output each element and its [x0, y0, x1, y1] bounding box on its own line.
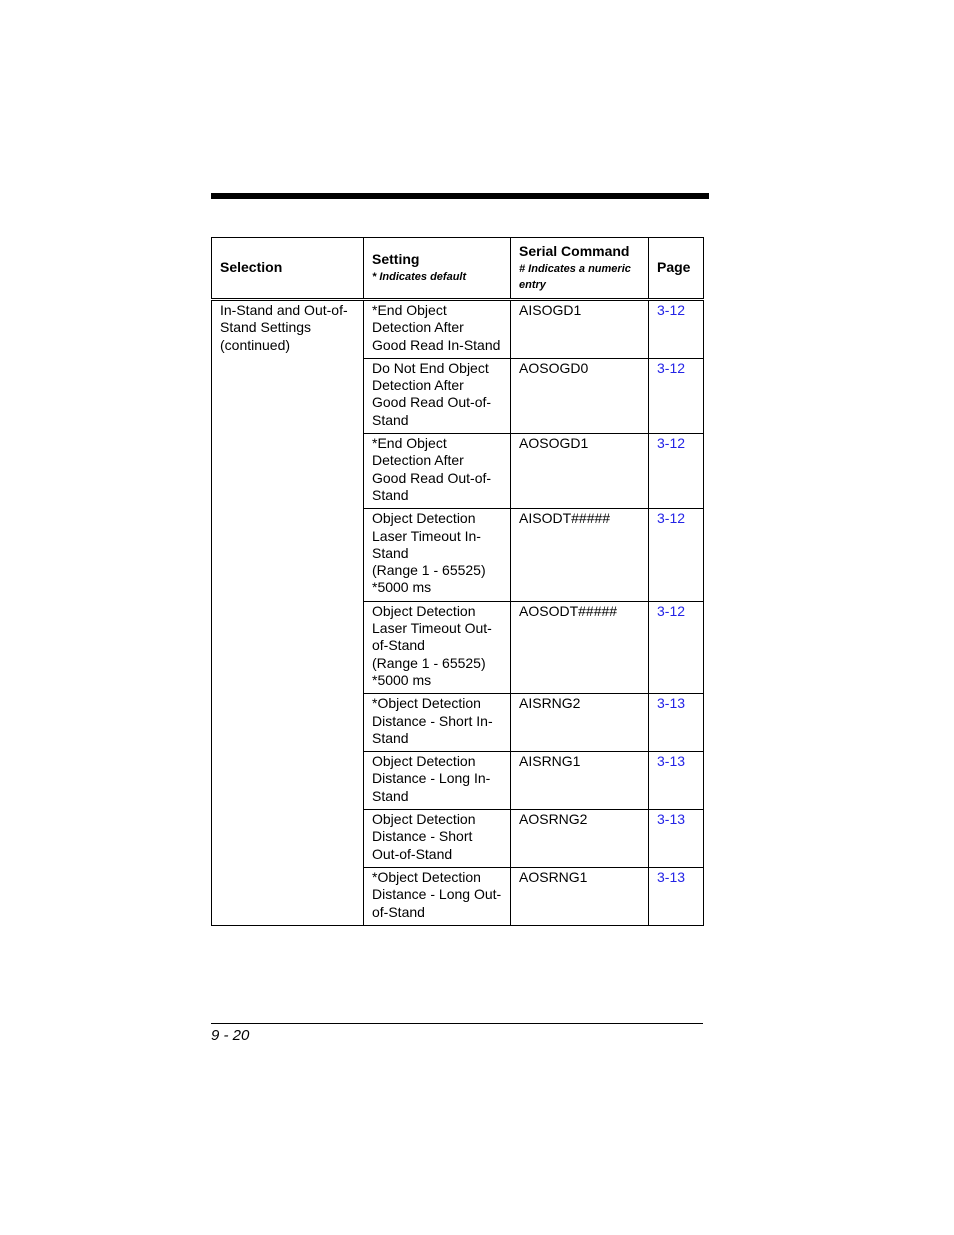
setting-cell: Do Not End Object Detection After Good Read Out-of- Stand [364, 358, 511, 433]
serial-command-cell: AISRNG2 [511, 694, 649, 752]
page-link[interactable]: 3-12 [657, 510, 686, 527]
page-cell [649, 694, 704, 752]
table-header-row [212, 238, 704, 300]
setting-cell: *Object Detection Distance - Short In- Stand [364, 694, 511, 752]
page-link[interactable]: 3-13 [657, 868, 686, 885]
setting-cell: *End Object Detection After Good Read Out-of- Stand [364, 434, 511, 509]
page-link[interactable]: 3-13 [657, 811, 686, 828]
selection-cell: In-Stand and Out-of- Stand Settings (continued) [212, 300, 364, 926]
page-cell [649, 810, 704, 868]
page-link[interactable]: 3-12 [657, 302, 686, 318]
serial-command-cell: AOSRNG1 [511, 867, 649, 925]
serial-command-cell: AISODT##### [511, 509, 649, 601]
header-page: Page [649, 238, 704, 300]
header-setting-note: * Indicates default [372, 270, 467, 283]
page-cell [649, 358, 704, 433]
page-cell [649, 300, 704, 359]
serial-command-cell: AISRNG1 [511, 752, 649, 810]
page-link[interactable]: 3-12 [657, 602, 686, 619]
setting-cell: Object Detection Laser Timeout In- Stand (Range 1 - 65525) *5000 ms [364, 509, 511, 601]
header-serial-command-note: # Indicates a numeric [519, 262, 631, 275]
setting-cell: Object Detection Distance - Short Out-of-Stand [364, 810, 511, 868]
serial-command-cell: AOSODT##### [511, 601, 649, 693]
page-cell [649, 752, 704, 810]
setting-cell: Object Detection Laser Timeout Out- of-Stand (Range 1 - 65525) *5000 ms [364, 601, 511, 693]
serial-command-cell: AOSOGD0 [511, 358, 649, 433]
top-rule [211, 193, 709, 199]
header-setting: Setting * Indicates default [364, 238, 511, 300]
table-row [212, 300, 704, 359]
page-link[interactable]: 3-12 [657, 359, 686, 376]
serial-command-cell: AOSRNG2 [511, 810, 649, 868]
page-cell [649, 867, 704, 925]
header-selection: Selection [212, 238, 364, 300]
page-cell [649, 509, 704, 601]
setting-cell: *Object Detection Distance - Long Out- of-Stand [364, 867, 511, 925]
serial-command-cell: AOSOGD1 [511, 434, 649, 509]
page-link[interactable]: 3-13 [657, 695, 686, 712]
page-number: 9 - 20 [211, 1027, 250, 1044]
page-cell [649, 601, 704, 693]
footer-rule [211, 1023, 703, 1024]
setting-cell: Object Detection Distance - Long In- Stand [364, 752, 511, 810]
page-cell [649, 434, 704, 509]
setting-cell: *End Object Detection After Good Read In-Stand [364, 300, 511, 359]
serial-command-cell: AISOGD1 [511, 300, 649, 359]
header-serial-command: Serial Command # Indicates a numeric entry [511, 238, 649, 300]
page-link[interactable]: 3-12 [657, 435, 686, 452]
page-link[interactable]: 3-13 [657, 753, 686, 770]
commands-table [211, 237, 704, 926]
